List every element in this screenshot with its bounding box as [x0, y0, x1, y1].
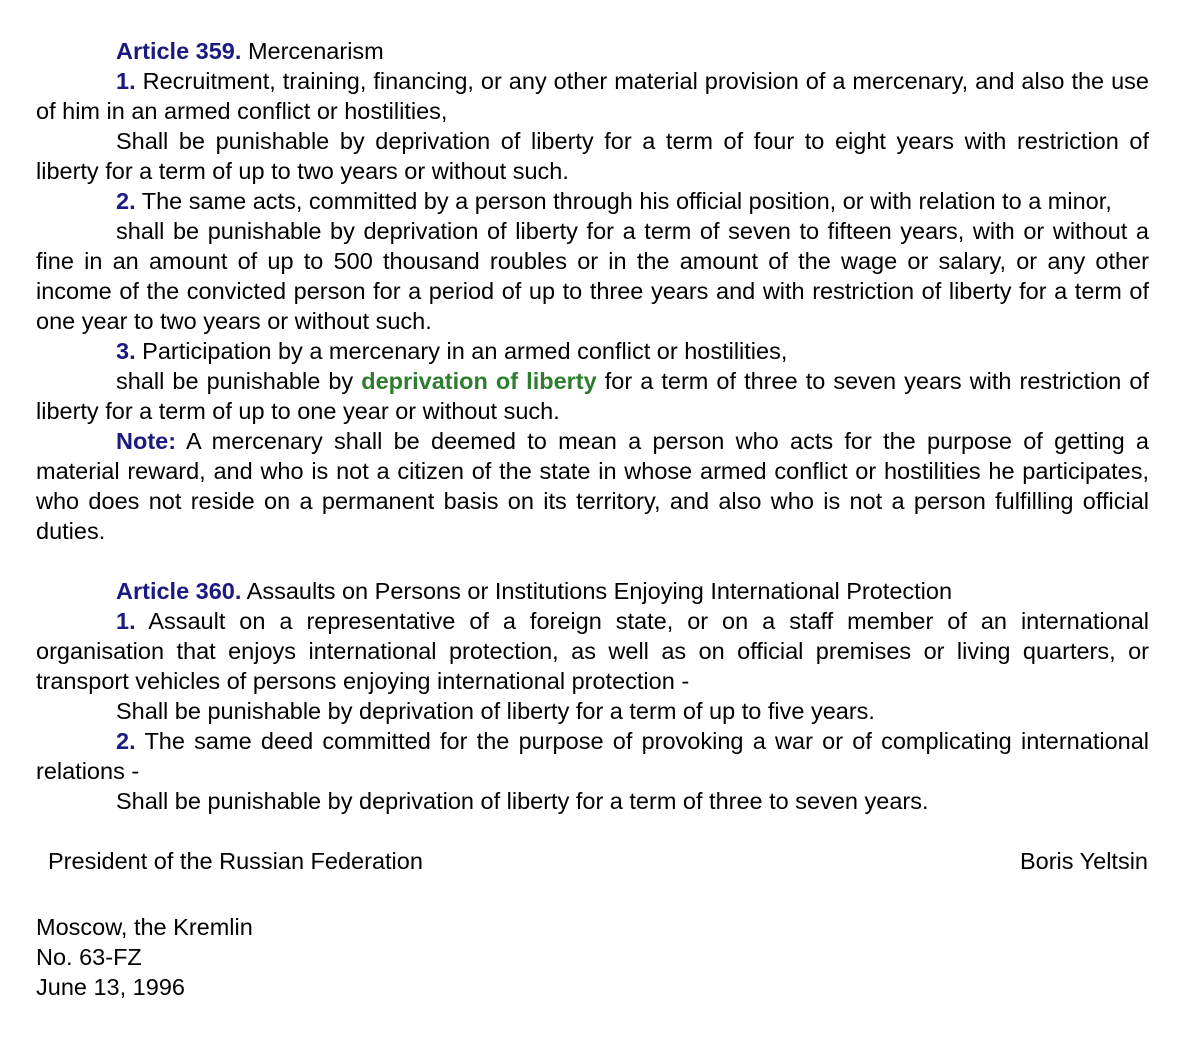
part-number: 1. [116, 68, 136, 94]
part-text: Recruitment, training, financing, or any other material provision of a mercenary, and also the use of him in an armed conflict or hostilities, [36, 68, 1149, 124]
signing-place: Moscow, the Kremlin [36, 914, 253, 940]
deprivation-of-liberty-link[interactable]: deprivation of liberty [361, 368, 597, 394]
article-359-part-1 [36, 66, 1149, 126]
note-label: Note: [116, 428, 177, 454]
article-360-heading [36, 576, 1149, 606]
document-body [36, 36, 1149, 1002]
article-359-part-1-penalty: Shall be punishable by deprivation of liberty for a term of four to eight years with restriction of liberty for a term of up to two years or without such. [36, 128, 1149, 184]
law-number: No. 63-FZ [36, 944, 142, 970]
signatory-name: Boris Yeltsin [1019, 848, 1148, 874]
article-359-note [36, 426, 1149, 546]
penalty-text-before: shall be punishable by [116, 368, 354, 394]
article-359-heading [36, 36, 1149, 66]
article-360-part-1-penalty: Shall be punishable by deprivation of liberty for a term of up to five years. [116, 698, 875, 724]
signatory-position: President of the Russian Federation [48, 848, 423, 874]
signature-row [36, 846, 1149, 876]
article-359-part-2 [36, 186, 1149, 216]
article-359-part-3 [36, 336, 1149, 366]
article-360-part-2-penalty: Shall be punishable by deprivation of liberty for a term of three to seven years. [116, 788, 929, 814]
part-number: 2. [116, 728, 136, 754]
article-360-title: Assaults on Persons or Institutions Enjoying International Protection [246, 578, 953, 604]
document-footer [36, 912, 1149, 1002]
article-359-label: Article 359. [116, 38, 242, 64]
section-gap [36, 546, 1149, 576]
part-text: Participation by a mercenary in an armed conflict or hostilities, [142, 338, 788, 364]
note-text: A mercenary shall be deemed to mean a person who acts for the purpose of getting a material reward, and who is not a citizen of the state in whose armed conflict or hostilities he participates, who does not reside on a permanent basis on its territory, and also who is not a person fulfilling official duties. [36, 428, 1150, 544]
article-359-part-3-penalty [36, 366, 1149, 426]
part-text: The same acts, committed by a person through his official position, or with relation to a minor, [141, 188, 1112, 214]
article-360-label: Article 360. [116, 578, 242, 604]
part-number: 3. [116, 338, 136, 364]
part-number: 2. [116, 188, 136, 214]
signing-date: June 13, 1996 [36, 974, 185, 1000]
article-359-part-2-penalty: shall be punishable by deprivation of liberty for a term of seven to fifteen years, with or without a fine in an amount of up to 500 thousand roubles or in the amount of the wage or salary, or any other income of the convicted person for a period of up to three years and with restriction of liberty for a term of one year to two years or without such. [36, 218, 1149, 334]
article-360-part-1 [36, 606, 1149, 696]
part-number: 1. [116, 608, 136, 634]
article-359-title: Mercenarism [247, 38, 384, 64]
penalty-text-after: for a term of three to seven years with restriction of liberty for a term of up to one year or without such. [36, 368, 1150, 424]
article-360-part-2 [36, 726, 1149, 786]
part-text: The same deed committed for the purpose of provoking a war or of complicating international relations - [36, 728, 1150, 784]
part-text: Assault on a representative of a foreign state, or on a staff member of an international organisation that enjoys international protection, as well as on official premises or living quarters, or transport vehicles of persons enjoying international protection - [36, 608, 1149, 694]
